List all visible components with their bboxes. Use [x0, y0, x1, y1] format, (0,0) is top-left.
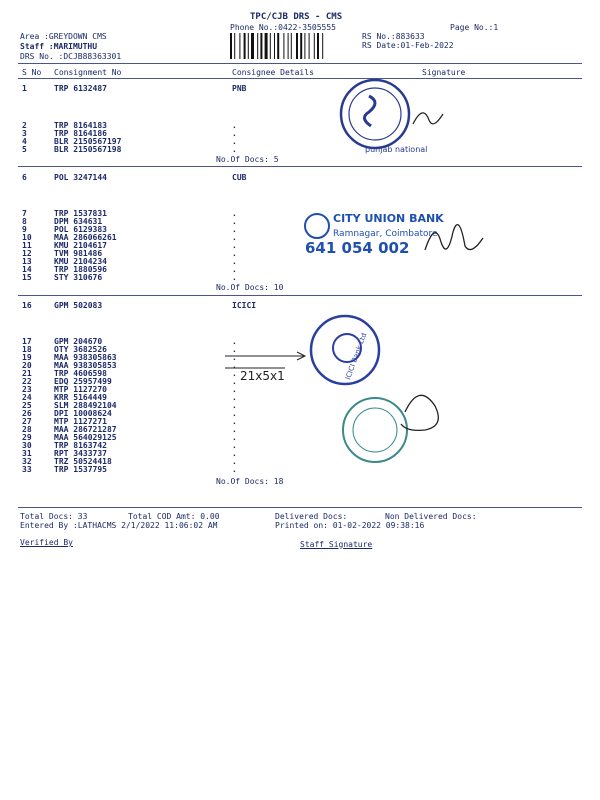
divider — [18, 166, 582, 167]
docs-count: No.Of Docs: 18 — [216, 477, 284, 486]
document-title: TPC/CJB DRS - CMS — [250, 12, 343, 22]
divider — [18, 507, 582, 508]
printed-on: Printed on: 01-02-2022 09:38:16 — [275, 521, 425, 530]
icici-ring-text: ICICI Bank Ltd — [344, 331, 369, 381]
rs-date: RS Date:01-Feb-2022 — [362, 41, 454, 50]
cub-bank-name: CITY UNION BANK — [333, 212, 444, 225]
divider — [18, 63, 582, 64]
col-header-consignment: Consignment No — [54, 68, 122, 77]
handwritten-note: 21x5x1 — [240, 369, 285, 383]
cub-stamp — [295, 208, 495, 278]
rs-number: RS No.:883633 — [362, 32, 425, 41]
cub-pin: 641 054 002 — [305, 239, 410, 257]
total-cod: Total COD Amt: 0.00 — [128, 512, 220, 521]
pnb-stamp — [335, 76, 455, 156]
icici-stamps — [225, 312, 455, 482]
pnb-stamp-text: punjab national — [365, 145, 428, 154]
verified-by: Verified By — [20, 538, 73, 547]
row-consignment: TRP 6132487 — [54, 84, 107, 93]
entered-by: Entered By :LATHACMS 2/1/2022 11:06:02 AM — [20, 521, 218, 530]
col-header-signature: Signature — [422, 68, 466, 77]
staff-signature: Staff Signature — [300, 540, 373, 549]
area-field: Area :GREYDOWN CMS — [20, 32, 107, 41]
total-docs: Total Docs: 33 — [20, 512, 88, 521]
docs-count: No.Of Docs: 5 — [216, 155, 279, 164]
col-header-sno: S No — [22, 68, 42, 77]
non-delivered-docs: Non Delivered Docs: — [385, 512, 477, 521]
delivered-docs: Delivered Docs: — [275, 512, 348, 521]
page-number: Page No.:1 — [450, 23, 499, 32]
drs-number: DRS No. :DCJB88363301 — [20, 52, 122, 61]
phone-number: Phone No.:0422-3505555 — [230, 23, 336, 32]
divider — [18, 78, 582, 79]
cub-branch: Ramnagar, Coimbatore — [333, 229, 438, 239]
divider — [18, 295, 582, 296]
staff-field: Staff :MARIMUTHU — [20, 42, 98, 51]
row-sno: 1 — [22, 84, 27, 93]
col-header-consignee: Consignee Details — [232, 68, 314, 77]
docs-count: No.Of Docs: 10 — [216, 283, 284, 292]
row-consignee: PNB — [232, 84, 247, 93]
barcode — [230, 33, 350, 59]
